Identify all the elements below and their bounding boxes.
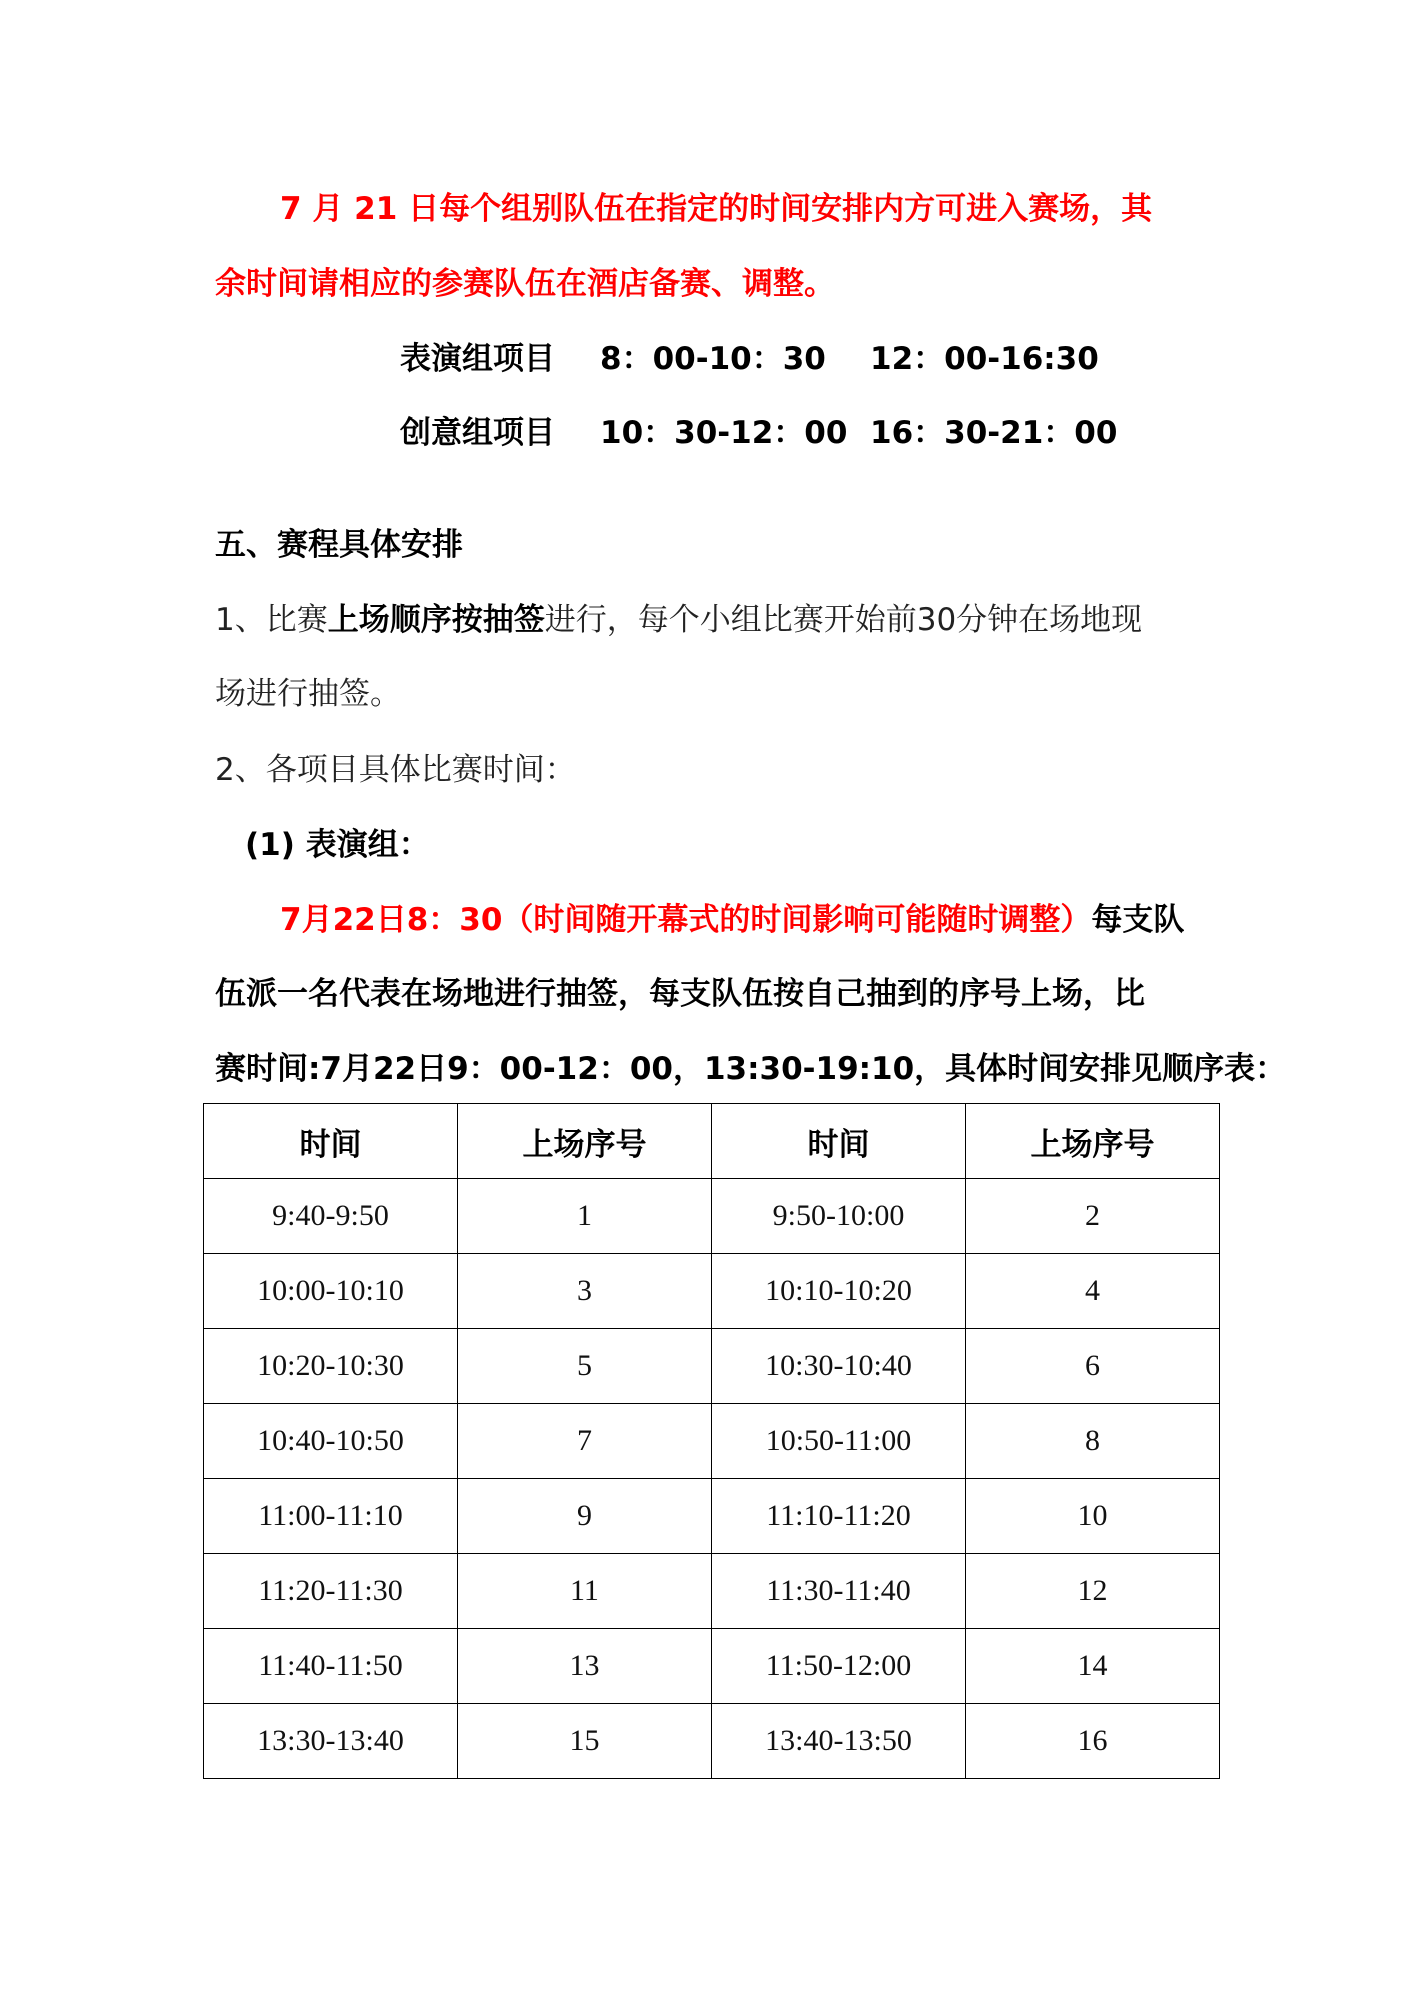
cell-time: 9:50-10:00 <box>712 1179 966 1254</box>
cell-order: 3 <box>458 1254 712 1329</box>
cell-order: 10 <box>966 1479 1220 1554</box>
table-row <box>204 1404 1220 1479</box>
cell-order: 2 <box>966 1179 1220 1254</box>
cell-order: 13 <box>458 1629 712 1704</box>
schedule-group: 表演组项目 <box>400 341 555 377</box>
table-row <box>204 1179 1220 1254</box>
schedule-group: 创意组项目 <box>400 415 555 451</box>
cell-time: 11:30-11:40 <box>712 1554 966 1629</box>
table-row <box>204 1554 1220 1629</box>
cell-order: 16 <box>966 1704 1220 1779</box>
item-2: 2、各项目具体比赛时间： <box>215 752 576 788</box>
header-time: 时间 <box>712 1104 966 1179</box>
cell-order: 1 <box>458 1179 712 1254</box>
table-header-row <box>204 1104 1220 1179</box>
cell-time: 10:50-11:00 <box>712 1404 966 1479</box>
cell-order: 7 <box>458 1404 712 1479</box>
schedule-row <box>400 339 1099 379</box>
para-line-3: 赛时间:7月22日9：00-12：00，13:30-19:10，具体时间安排见顺序表： <box>215 1051 1287 1087</box>
schedule-slot: 12：00-16:30 <box>870 341 1099 377</box>
schedule-row <box>400 413 1117 453</box>
cell-order: 6 <box>966 1329 1220 1404</box>
cell-order: 4 <box>966 1254 1220 1329</box>
cell-time: 10:40-10:50 <box>204 1404 458 1479</box>
item-1-bold: 上场顺序按抽签 <box>327 602 545 638</box>
cell-order: 12 <box>966 1554 1220 1629</box>
header-order: 上场序号 <box>966 1104 1220 1179</box>
item-1-line-2: 场进行抽签。 <box>215 676 401 712</box>
cell-time: 11:00-11:10 <box>204 1479 458 1554</box>
cell-time: 10:00-10:10 <box>204 1254 458 1329</box>
cell-order: 5 <box>458 1329 712 1404</box>
subheading-performance: (1) 表演组： <box>245 827 430 863</box>
para-black-text: 每支队 <box>1091 902 1185 938</box>
table-row <box>204 1329 1220 1404</box>
table-row <box>204 1629 1220 1704</box>
header-order: 上场序号 <box>458 1104 712 1179</box>
para-line-2: 伍派一名代表在场地进行抽签，每支队伍按自己抽到的序号上场，比 <box>215 976 1145 1012</box>
item-1-prefix: 1、比赛 <box>215 602 328 638</box>
schedule-slot: 8：00-10：30 <box>600 341 826 377</box>
cell-order: 8 <box>966 1404 1220 1479</box>
cell-time: 11:40-11:50 <box>204 1629 458 1704</box>
item-1 <box>215 600 1142 640</box>
cell-time: 10:30-10:40 <box>712 1329 966 1404</box>
section-heading: 五、赛程具体安排 <box>215 527 463 563</box>
cell-time: 10:20-10:30 <box>204 1329 458 1404</box>
cell-time: 11:50-12:00 <box>712 1629 966 1704</box>
para-red-text: 7月22日8：30（时间随开幕式的时间影响可能随时调整） <box>280 902 1092 938</box>
table-row <box>204 1479 1220 1554</box>
table-row <box>204 1254 1220 1329</box>
schedule-slot: 10：30-12：00 <box>600 415 848 451</box>
order-table <box>203 1103 1220 1779</box>
notice-line-2: 余时间请相应的参赛队伍在酒店备赛、调整。 <box>215 266 835 302</box>
cell-order: 15 <box>458 1704 712 1779</box>
schedule-slot: 16：30-21：00 <box>870 415 1118 451</box>
header-time: 时间 <box>204 1104 458 1179</box>
cell-order: 11 <box>458 1554 712 1629</box>
table-row <box>204 1704 1220 1779</box>
notice-line-1: 7 月 21 日每个组别队伍在指定的时间安排内方可进入赛场，其 <box>280 191 1153 227</box>
item-1-suffix: 进行，每个小组比赛开始前30分钟在场地现 <box>544 602 1143 638</box>
cell-order: 14 <box>966 1629 1220 1704</box>
cell-order: 9 <box>458 1479 712 1554</box>
cell-time: 10:10-10:20 <box>712 1254 966 1329</box>
cell-time: 9:40-9:50 <box>204 1179 458 1254</box>
cell-time: 13:40-13:50 <box>712 1704 966 1779</box>
para-line-1 <box>280 900 1184 940</box>
cell-time: 11:20-11:30 <box>204 1554 458 1629</box>
cell-time: 11:10-11:20 <box>712 1479 966 1554</box>
cell-time: 13:30-13:40 <box>204 1704 458 1779</box>
